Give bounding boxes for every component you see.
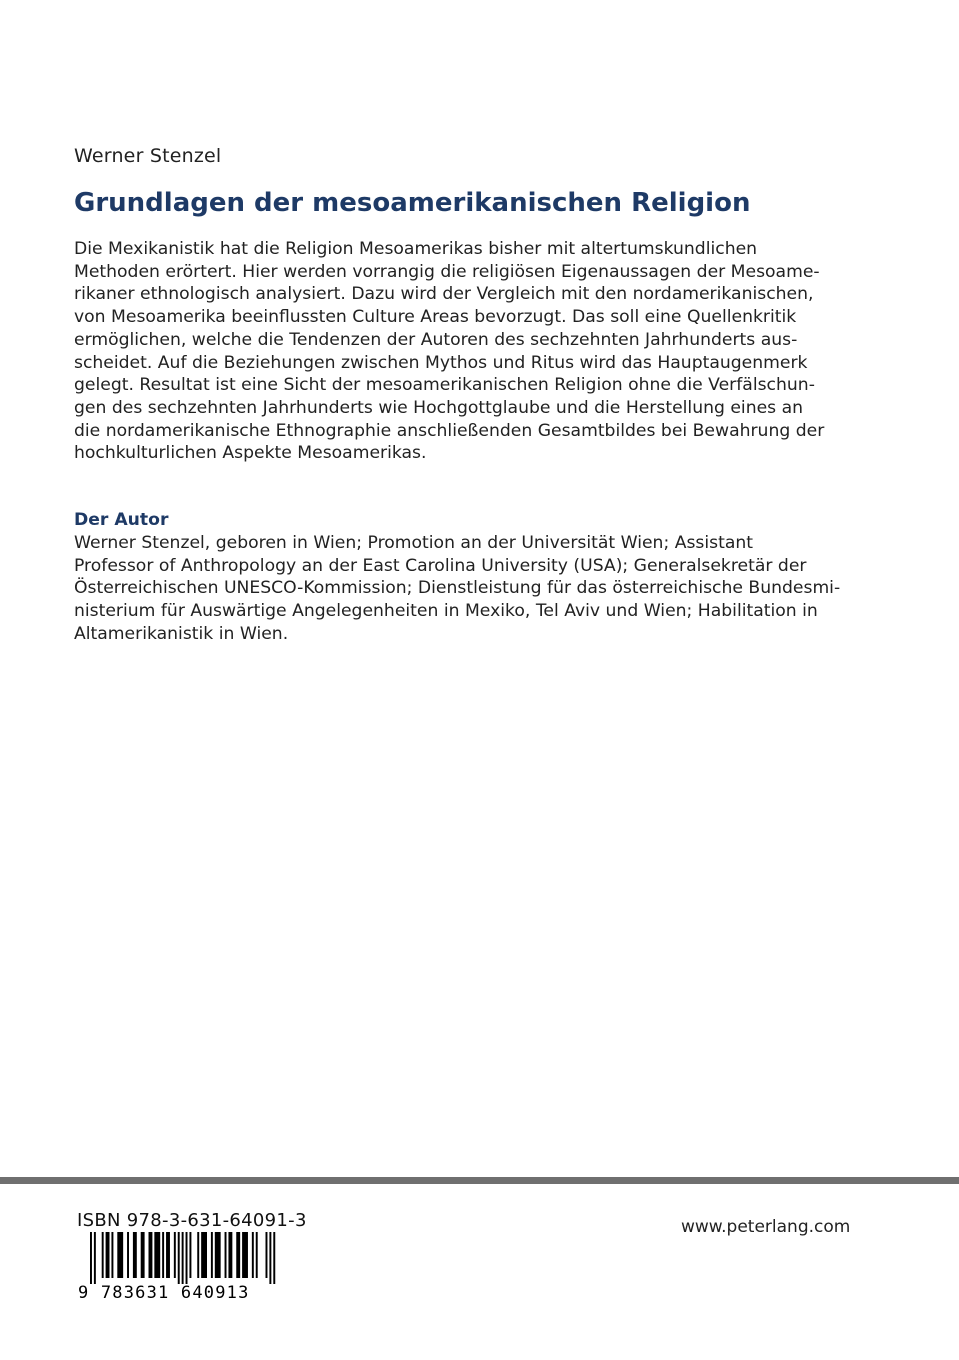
barcode-bar [211,1232,213,1278]
barcode-bar [102,1232,104,1278]
barcode-bar [182,1232,184,1284]
barcode-bar [252,1232,254,1278]
barcode-bar [127,1232,129,1278]
description-line: die nordamerikanische Ethnographie anschließenden Gesamtbildes bei Bewahrung der [74,420,825,441]
barcode-bar [228,1232,232,1278]
barcode-bar [269,1232,271,1284]
bio-line: Altamerikanistik in Wien. [74,623,289,644]
barcode-bar [242,1232,248,1278]
book-description [74,238,825,465]
author-heading: Der Autor [74,510,169,530]
barcode-bar [189,1232,191,1278]
barcode-bar [133,1232,137,1278]
book-title: Grundlagen der mesoamerikanischen Religion [74,188,751,218]
author-name: Werner Stenzel [74,145,222,167]
barcode-bar [201,1232,207,1278]
barcode-bar [174,1232,176,1278]
barcode-bar [236,1232,240,1278]
barcode-bar [186,1232,188,1284]
barcode-bar [256,1232,258,1278]
bio-line: Österreichischen UNESCO-Kommission; Dienstleistung für das österreichische Bundesmi- [74,578,841,599]
barcode-bar [94,1232,96,1284]
barcode-bar [154,1232,160,1278]
barcode-bar [197,1232,199,1278]
barcode-bars [90,1232,275,1284]
description-line: scheidet. Auf die Beziehungen zwischen Mythos und Ritus wird das Hauptaugenmerk [74,352,808,373]
description-line: rikaner ethnologisch analysiert. Dazu wird der Vergleich mit den nordamerikanischen, [74,284,814,305]
publisher-website: www.peterlang.com [681,1217,851,1237]
barcode-bar [225,1232,227,1278]
description-line: ermöglichen, welche die Tendenzen der Autoren des sechzehnten Jahrhunderts aus- [74,329,798,350]
isbn-label: ISBN 978-3-631-64091-3 [77,1210,307,1231]
barcode-bar [215,1232,221,1278]
description-line: gen des sechzehnten Jahrhunderts wie Hochgottglaube und die Herstellung eines an [74,397,804,418]
description-line: Die Mexikanistik hat die Religion Mesoamerikas bisher mit altertumskundlichen [74,239,758,259]
bio-line: nisterium für Auswärtige Angelegenheiten in Mexiko, Tel Aviv und Wien; Habilitation in [74,601,818,622]
barcode-bar [273,1232,275,1284]
barcode-bar [111,1232,113,1278]
divider-rule [0,1177,959,1184]
barcode-bar [149,1232,153,1278]
author-bio [74,532,841,646]
description-line: gelegt. Resultat ist eine Sicht der mesoamerikanischen Religion ohne die Verfälschun- [74,375,815,396]
description-line: von Mesoamerika beeinflussten Culture Areas bevorzugt. Das soll eine Quellenkritik [74,307,797,328]
barcode-bar [178,1232,180,1284]
barcode-digits: 9 783631 640913 [78,1283,250,1302]
barcode-bar [162,1232,164,1278]
barcode-bar [141,1232,145,1278]
barcode-bar [117,1232,123,1278]
bio-line: Professor of Anthropology an der East Carolina University (USA); Generalsekretär der [74,555,807,576]
barcode-bar [90,1232,92,1284]
description-line: hochkulturlichen Aspekte Mesoamerikas. [74,443,427,464]
barcode-bar [106,1232,110,1278]
description-line: Methoden erörtert. Hier werden vorrangig die religiösen Eigenaussagen der Mesoame- [74,261,820,282]
bio-line: Werner Stenzel, geboren in Wien; Promotion an der Universität Wien; Assistant [74,533,754,553]
barcode-bar [266,1232,268,1278]
barcode-bar [166,1232,170,1278]
barcode [78,1232,282,1302]
